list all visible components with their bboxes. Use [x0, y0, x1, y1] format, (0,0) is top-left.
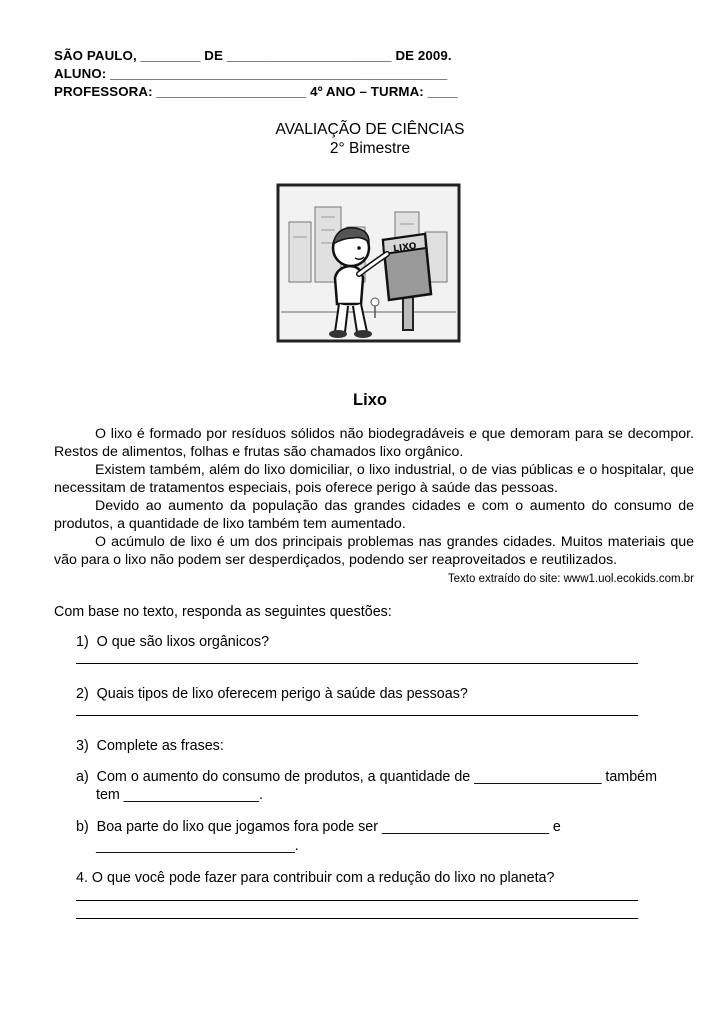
- reading-paragraph-4: O acúmulo de lixo é um dos principais problemas nas grandes cidades. Muitos materiais que vão para o lixo não podem ser desperdiçados, podendo ser reaproveitados e reutilizados.: [54, 534, 694, 568]
- answer-line-4b[interactable]: [76, 918, 638, 919]
- header-student-line: ALUNO: _____________________________________________: [54, 66, 448, 81]
- answer-line-4a[interactable]: [76, 900, 638, 901]
- reading-paragraph-2: Existem também, além do lixo domiciliar, o lixo industrial, o de vias públicas e o hospitalar, que necessitam de tratamentos especiais, pois oferece perigo à saúde das pessoas.: [54, 462, 694, 496]
- questions-intro: Com base no texto, responda as seguintes questões:: [54, 604, 392, 620]
- answer-line-1[interactable]: [76, 663, 638, 664]
- question-1: 1) O que são lixos orgânicos?: [76, 634, 270, 650]
- page-subtitle: 2° Bimestre: [329, 140, 411, 157]
- question-3: 3) Complete as frases:: [76, 738, 224, 754]
- question-3b-line2: _________________________.: [96, 838, 299, 854]
- question-3a-line2: tem _________________.: [96, 787, 263, 803]
- reading-paragraph-3: Devido ao aumento da população das grandes cidades e com o aumento do consumo de produtos, a quantidade de lixo também tem aumentado.: [54, 498, 694, 532]
- illustration-boy-trash-can: [275, 182, 462, 344]
- question-4: 4. O que você pode fazer para contribuir com a redução do lixo no planeta?: [76, 870, 555, 886]
- reading-heading: Lixo: [353, 391, 387, 409]
- reading-text: [54, 425, 694, 569]
- trash-can-label: LIXO: [392, 241, 418, 255]
- reading-source: Texto extraído do site: www1.uol.ecokids.com.br: [447, 573, 694, 585]
- question-3a-line1: a) Com o aumento do consumo de produtos, a quantidade de ________________ também: [76, 769, 658, 785]
- header-teacher-line: PROFESSORA: ____________________ 4º ANO – TURMA: ____: [54, 84, 458, 99]
- illustration-drawing: [275, 182, 462, 344]
- answer-line-2[interactable]: [76, 715, 638, 716]
- header-date-line: SÃO PAULO, ________ DE ______________________ DE 2009.: [54, 48, 452, 63]
- question-3b-line1: b) Boa parte do lixo que jogamos fora pode ser _____________________ e: [76, 819, 561, 835]
- question-2: 2) Quais tipos de lixo oferecem perigo à saúde das pessoas?: [76, 686, 468, 702]
- page-title: AVALIAÇÃO DE CIÊNCIAS: [275, 121, 465, 138]
- reading-paragraph-1: O lixo é formado por resíduos sólidos não biodegradáveis e que demoram para se decompor. Restos de alimentos, folhas e frutas são chamados lixo orgânico.: [54, 426, 694, 460]
